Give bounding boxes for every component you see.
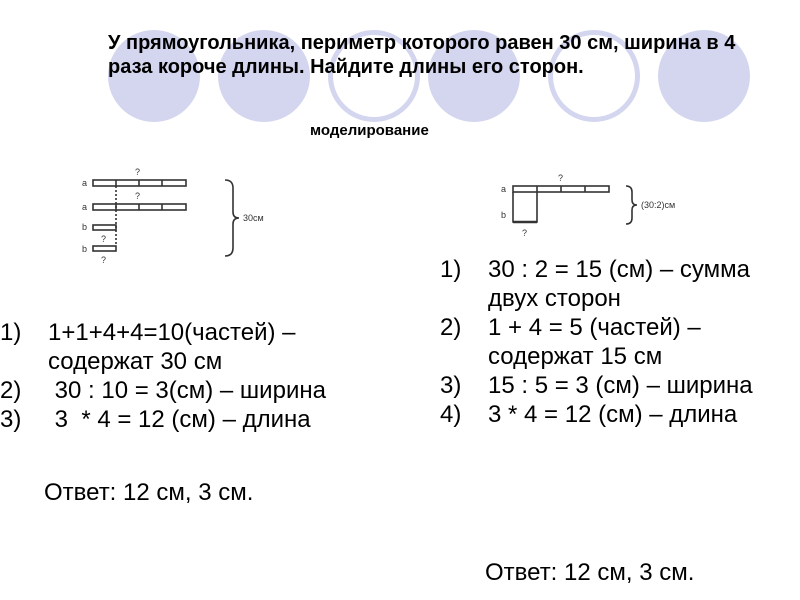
right-step-4	[440, 400, 785, 429]
step-text: 1+1+4+4=10(частей) – содержат 30 см	[48, 319, 296, 375]
step-number: 1)	[0, 319, 22, 346]
step-text: 30 : 2 = 15 (см) – сумма двух сторон	[488, 256, 751, 312]
left-solution-steps	[0, 318, 405, 434]
brace-right	[626, 186, 637, 224]
step-text: 1 + 4 = 5 (частей) – содержат 15 см	[488, 314, 701, 370]
label-a: a	[501, 184, 507, 194]
question-a-1: ?	[135, 167, 141, 177]
step-number: 4)	[440, 401, 462, 428]
right-solution-steps	[440, 255, 785, 429]
left-step-1	[0, 318, 405, 376]
brace-left	[225, 180, 239, 256]
question-a: ?	[558, 173, 564, 183]
step-number: 2)	[0, 377, 22, 404]
step-number: 3)	[0, 406, 22, 433]
step-number: 2)	[440, 314, 462, 341]
step-text: 30 : 10 = 3(см) – ширина	[48, 377, 326, 404]
segment-b2	[93, 246, 116, 251]
brace-label-right: (30:2)см	[641, 200, 676, 210]
right-step-1	[440, 255, 785, 313]
right-model-diagram	[480, 170, 720, 245]
step-number: 3)	[440, 372, 462, 399]
left-step-3	[0, 405, 405, 434]
label-b: b	[501, 210, 507, 220]
right-answer: Ответ: 12 см, 3 см.	[485, 559, 695, 586]
right-step-3	[440, 371, 785, 400]
question-a-2: ?	[135, 191, 141, 201]
segment-b	[513, 192, 537, 222]
step-number: 1)	[440, 256, 462, 283]
question-b: ?	[522, 228, 528, 238]
step-text: 3 * 4 = 12 (см) – длина	[48, 406, 311, 433]
left-step-2	[0, 376, 405, 405]
segment-b1	[93, 225, 116, 230]
right-step-2	[440, 313, 785, 371]
step-text: 3 * 4 = 12 (см) – длина	[488, 401, 738, 428]
left-answer: Ответ: 12 см, 3 см.	[44, 479, 254, 506]
left-model-diagram	[75, 160, 315, 270]
question-b-2: ?	[101, 255, 107, 265]
step-text: 15 : 5 = 3 (см) – ширина	[488, 372, 753, 399]
label-a-1: a	[82, 178, 88, 188]
question-b-1: ?	[101, 234, 107, 244]
problem-title: У прямоугольника, периметр которого равен 30 см, ширина в 4 раза короче длины. Найдите длины его сторон.	[108, 32, 736, 78]
label-b-2: b	[82, 244, 88, 254]
section-subtitle: моделирование	[310, 122, 429, 139]
label-b-1: b	[82, 222, 88, 232]
brace-label-left: 30см	[243, 213, 264, 223]
label-a-2: a	[82, 202, 88, 212]
